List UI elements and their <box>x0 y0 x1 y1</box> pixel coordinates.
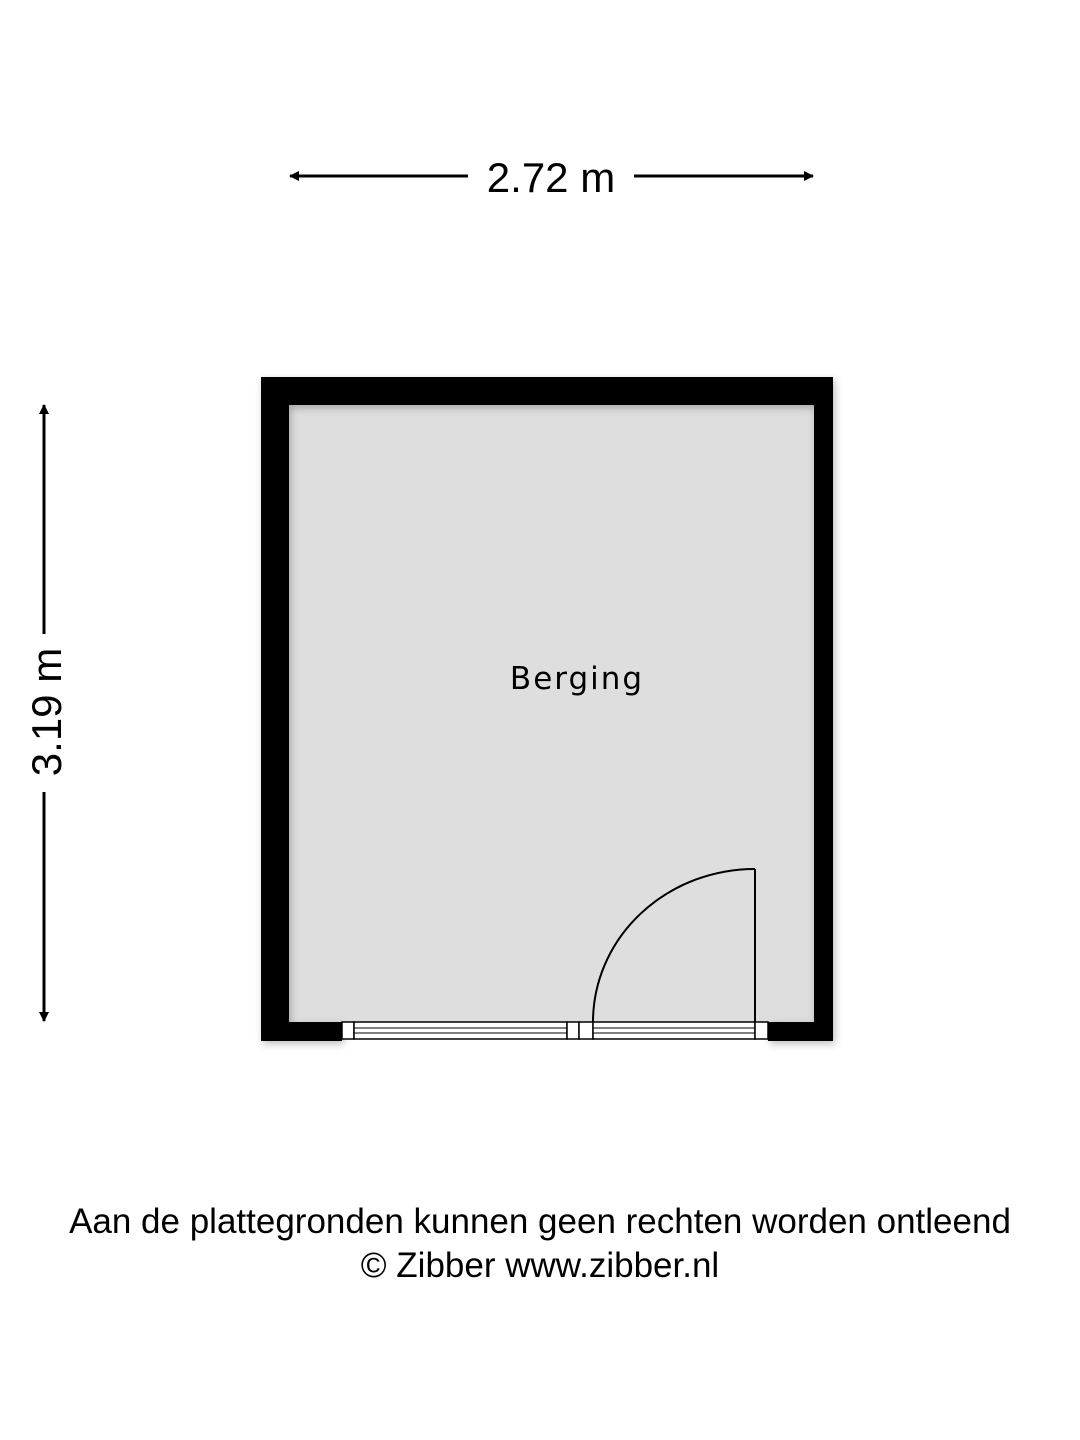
window-jamb-left <box>342 1022 354 1039</box>
wall-left <box>261 377 289 1041</box>
door-jamb-right <box>755 1022 768 1039</box>
room-label: Berging <box>509 661 645 697</box>
copyright-text: © Zibber www.zibber.nl <box>360 1246 720 1285</box>
window-frame <box>342 1022 768 1039</box>
wall-top <box>261 377 833 405</box>
window-mullion <box>567 1022 579 1039</box>
disclaimer-text: Aan de plattegronden kunnen geen rechten worden ontleend <box>69 1202 1011 1241</box>
room-berging <box>261 377 833 1041</box>
width-dimension <box>290 154 813 201</box>
door-jamb-left <box>579 1022 593 1039</box>
door-sill <box>593 1022 755 1039</box>
wall-right <box>814 377 833 1041</box>
wall-bottom-right <box>768 1022 833 1041</box>
wall-bottom-left <box>261 1022 342 1041</box>
width-label: 2.72 m <box>486 154 616 201</box>
room-floor <box>289 405 814 1022</box>
window-pane <box>354 1022 567 1039</box>
height-label: 3.19 m <box>23 647 70 777</box>
height-dimension <box>23 405 70 1021</box>
